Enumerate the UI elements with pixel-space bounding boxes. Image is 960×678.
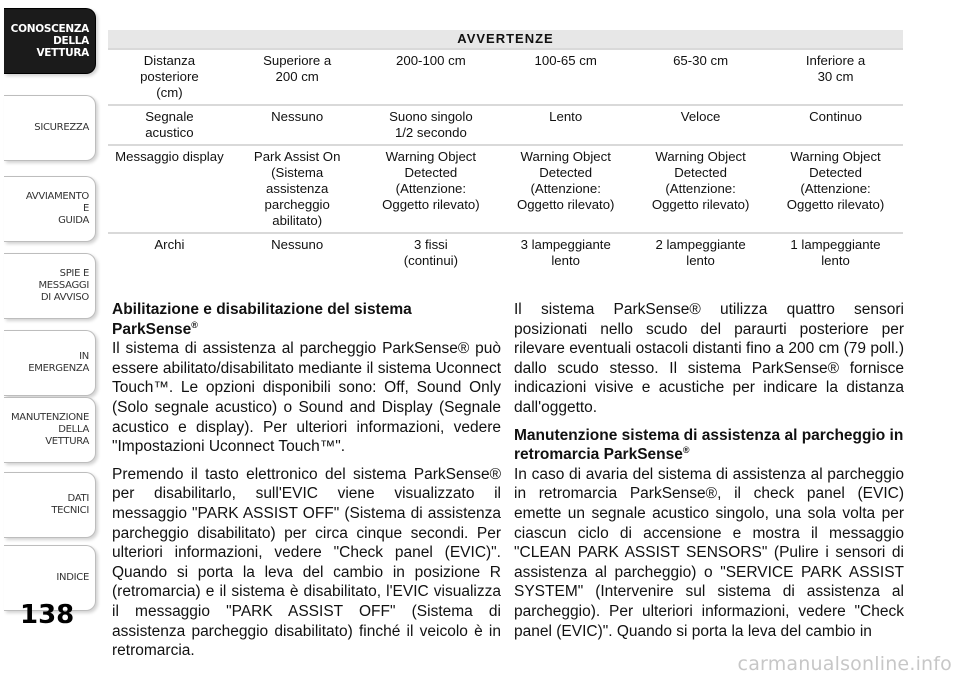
tab-label: SICUREZZA [34,122,89,133]
table-cell: Nessuno [231,105,364,145]
tab-label: MANUTENZIONE DELLA VETTURA [10,412,89,447]
table-row [108,145,903,233]
chapter-sidebar [0,0,100,678]
section-heading-parksense-toggle: Abilitazione e disabilitazione del sistema ParkSense® [112,301,412,338]
tab-dati-tecnici[interactable] [4,472,96,538]
table-cell: Suono singolo 1/2 secondo [364,105,499,145]
tab-label: INDICE [56,572,89,583]
table-cell: Veloce [633,105,768,145]
table-cell: 3 lampeggiante lento [498,233,633,272]
tab-label: SPIE E MESSAGGI DI AVVISO [38,268,89,303]
table-cell: Warning Object Detected (Attenzione: Oggetto rilevato) [498,145,633,233]
table-cell: Warning Object Detected (Attenzione: Oggetto rilevato) [768,145,903,233]
tab-manutenzione-della-vettura[interactable] [4,397,96,463]
tab-spie-e-messaggi[interactable] [4,253,96,319]
paragraph: Premendo il tasto elettronico del sistema ParkSense® per disabilitarlo, sull'EVIC viene visualizzato il messaggio "PARK ASSIST OFF" (Sistema di assistenza parcheggio disabilitato) per circa cinque secondi. Per ulteriori informazioni, vedere "Check panel (EVIC)". Quando si porta la leva del cambio in posizione R (retromarcia) e il sistema è disabilitato, l'EVIC visualizza il messaggio "PARK ASSIST OFF" (Sistema di assistenza parcheggio disabilitato) finché il veicolo è in retromarcia. [112,465,501,660]
section-heading-parksense-maintenance: Manutenzione sistema di assistenza al parcheggio in retromarcia ParkSense® [514,426,904,464]
table-cell: 1 lampeggiante lento [768,233,903,272]
table-cell: Superiore a 200 cm [231,49,364,105]
table-cell: Nessuno [231,233,364,272]
table-cell: Warning Object Detected (Attenzione: Oggetto rilevato) [633,145,768,233]
table-cell: 2 lampeggiante lento [633,233,768,272]
paragraph: In caso di avaria del sistema di assistenza al parcheggio in retromarcia ParkSense®, il check panel (EVIC) emette un segnale acustico singolo, una sola volta per ciascun ciclo di accensione e mostra il messaggio "CLEAN PARK ASSIST SENSORS" (Pulire i sensori di assistenza al parcheggio) o "SERVICE PARK ASSIST SYSTEM" (Intervenire sul sistema di assistenza al parcheggio). Per ulteriori informazioni, vedere "Check panel (EVIC)". Quando si porta la leva del cambio in [514,465,904,640]
table-row [108,233,903,272]
table-row [108,49,903,105]
table-cell: 3 fissi (continui) [364,233,499,272]
tab-conoscenza-della-vettura[interactable] [4,8,96,74]
table-cell: 100-65 cm [498,49,633,105]
table-row [108,105,903,145]
warnings-table [108,30,903,272]
table-cell: 65-30 cm [633,49,768,105]
tab-in-emergenza[interactable] [4,330,96,396]
warnings-table-container [108,30,903,272]
tab-label: AVVIAMENTO E GUIDA [25,191,89,226]
table-title: AVVERTENZE [108,30,903,49]
page-number: 138 [20,600,75,630]
table-cell: Warning Object Detected (Attenzione: Oggetto rilevato) [364,145,499,233]
table-cell: Inferiore a 30 cm [768,49,903,105]
paragraph: Il sistema di assistenza al parcheggio ParkSense® può essere abilitato/disabilitato mediante il sistema Uconnect Touch™. Le opzioni disponibili sono: Off, Sound Only (Solo segnale acustico) o Sound and Display (Segnale acustico e display). Per ulteriori informazioni, vedere "Impostazioni Uconnect Touch™". [112,340,501,456]
table-cell: Segnale acustico [108,105,231,145]
paragraph: Il sistema ParkSense® utilizza quattro sensori posizionati nello scudo del paraurti posteriore per rilevare eventuali ostacoli distanti fino a 200 cm (79 poll.) dallo scudo stesso. Il sistema ParkSense® fornisce indicazioni visive e acustiche per indicare la distanza dall'oggetto. [514,301,904,416]
left-text-column [112,300,501,669]
table-cell: 200-100 cm [364,49,499,105]
tab-avviamento-e-guida[interactable] [4,176,96,242]
table-cell: Continuo [768,105,903,145]
tab-label: DATI TECNICI [51,493,89,516]
table-cell: Distanza posteriore (cm) [108,49,231,105]
table-cell: Lento [498,105,633,145]
tab-sicurezza[interactable] [4,95,96,161]
table-cell: Park Assist On (Sistema assistenza parcheggio abilitato) [231,145,364,233]
right-text-column [514,300,904,641]
tab-label: CONOSCENZA DELLA VETTURA [10,23,89,59]
table-cell: Messaggio display [108,145,231,233]
tab-label: IN EMERGENZA [28,351,89,374]
watermark: carmanualsonline.info [737,653,952,675]
table-cell: Archi [108,233,231,272]
